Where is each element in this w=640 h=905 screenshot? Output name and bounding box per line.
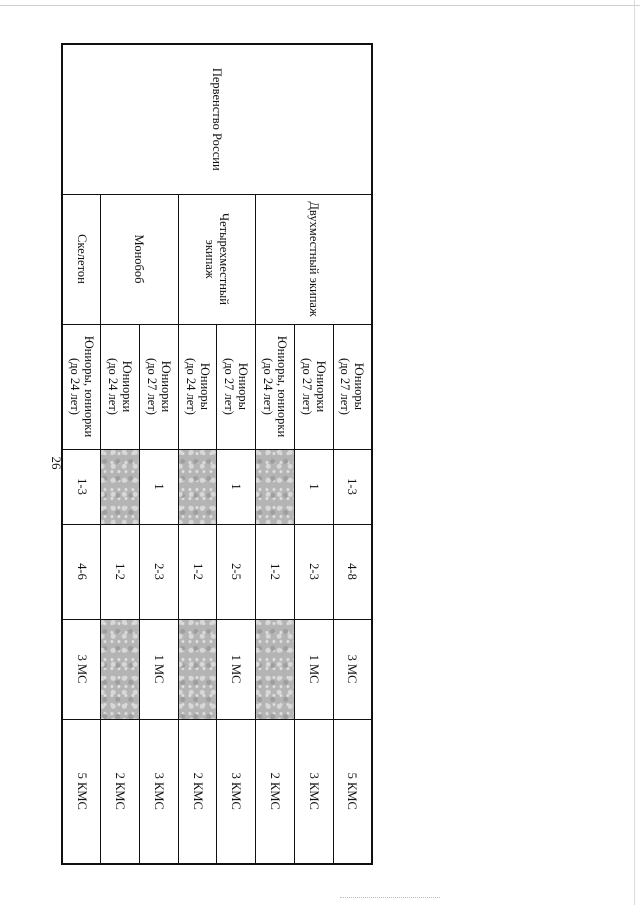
rank-kms-cell-text: 5 КМС [74,772,89,810]
category-cell [295,324,334,449]
top-rule [0,5,640,6]
category-cell [140,324,179,449]
category-cell-text: (до 24 лет) [261,358,276,415]
places-next-cell-text: 2-5 [229,563,244,580]
right-rule [634,0,635,905]
rank-kms-cell [217,719,256,864]
category-cell-text: Юниоры [352,362,367,411]
places-next-cell [178,524,217,619]
discipline-cell [101,194,179,324]
ranks-table [61,43,373,865]
places-next-cell [62,524,101,619]
rank-ms-cell-text: 3 МС [345,654,360,684]
discipline-cell-text: Скелетон [74,234,89,284]
places-next-cell [101,524,140,619]
discipline-cell [256,194,372,324]
category-cell-text: (до 27 лет) [144,358,159,415]
rank-ms-cell [140,619,179,719]
rank-kms-cell-text: 2 КМС [268,772,283,810]
discipline-cell [178,194,256,324]
rank-kms-cell-text: 2 КМС [190,772,205,810]
rank-ms-cell [101,619,140,719]
places-top-cell-text: 1-3 [74,478,89,495]
category-cell-text: Юниорки [120,360,135,413]
rank-kms-cell-text: 3 КМС [229,772,244,810]
places-top-cell [140,449,179,524]
category-cell-text: Юниоры, юниорки [275,335,290,438]
discipline-cell-text: Двухместный экипаж [306,201,321,317]
rank-ms-cell-text: 1 МС [229,654,244,684]
rank-kms-cell [178,719,217,864]
rank-kms-cell-text: 3 КМС [306,772,321,810]
bottom-dots [340,897,440,899]
places-top-cell [101,449,140,524]
rank-kms-cell-text: 3 КМС [151,772,166,810]
rank-kms-cell [295,719,334,864]
rotated-table-wrapper [63,43,373,863]
category-cell [333,324,372,449]
table-body [62,44,372,864]
rank-kms-cell [140,719,179,864]
places-next-cell-text: 2-3 [151,563,166,580]
category-cell-text: (до 27 лет) [299,358,314,415]
rank-ms-cell [217,619,256,719]
discipline-cell-text: Четырехместный экипаж [203,213,231,305]
category-cell [217,324,256,449]
places-next-cell-text: 1-2 [190,563,205,580]
category-cell-text: Юниорки [313,360,328,413]
category-cell-text: (до 24 лет) [67,358,82,415]
rank-ms-cell [62,619,101,719]
places-next-cell [140,524,179,619]
places-next-cell-text: 2-3 [306,563,321,580]
places-next-cell-text: 1-2 [113,563,128,580]
places-next-cell-text: 1-2 [268,563,283,580]
category-cell [101,324,140,449]
competition-cell-text: Первенство России [210,67,224,171]
places-top-cell [178,449,217,524]
rank-ms-cell-text: 1 МС [306,654,321,684]
rank-kms-cell-text: 5 КМС [345,772,360,810]
table-row [333,44,372,864]
places-top-cell-text: 1-3 [345,478,360,495]
category-cell-text: Юниоры [236,362,251,411]
rank-ms-cell-text: 1 МС [151,654,166,684]
category-cell-text: Юниоры, юниорки [81,335,96,438]
rank-kms-cell [256,719,295,864]
category-cell [62,324,101,449]
places-top-cell [256,449,295,524]
category-cell [178,324,217,449]
competition-cell [62,44,372,194]
places-top-cell [333,449,372,524]
category-cell-text: (до 27 лет) [222,358,237,415]
places-top-cell-text: 1 [229,483,244,490]
rank-ms-cell-text: 3 МС [74,654,89,684]
page-number: 26 [49,456,64,470]
discipline-cell [62,194,101,324]
places-top-cell-text: 1 [306,483,321,490]
rank-ms-cell [295,619,334,719]
places-next-cell [256,524,295,619]
places-next-cell-text: 4-6 [74,563,89,580]
places-top-cell [217,449,256,524]
category-cell-text: (до 24 лет) [106,358,121,415]
rank-kms-cell [101,719,140,864]
rank-kms-cell [333,719,372,864]
rank-ms-cell [178,619,217,719]
category-cell [256,324,295,449]
rank-kms-cell [62,719,101,864]
discipline-cell-text: Монобоб [132,234,147,284]
places-next-cell-text: 4-8 [345,563,360,580]
places-top-cell [62,449,101,524]
places-top-cell [295,449,334,524]
category-cell-text: Юниоры [197,362,212,411]
rank-ms-cell [333,619,372,719]
places-top-cell-text: 1 [151,483,166,490]
places-next-cell [333,524,372,619]
rank-kms-cell-text: 2 КМС [113,772,128,810]
category-cell-text: (до 24 лет) [183,358,198,415]
category-cell-text: (до 27 лет) [338,358,353,415]
category-cell-text: Юниорки [158,360,173,413]
places-next-cell [217,524,256,619]
rank-ms-cell [256,619,295,719]
places-next-cell [295,524,334,619]
